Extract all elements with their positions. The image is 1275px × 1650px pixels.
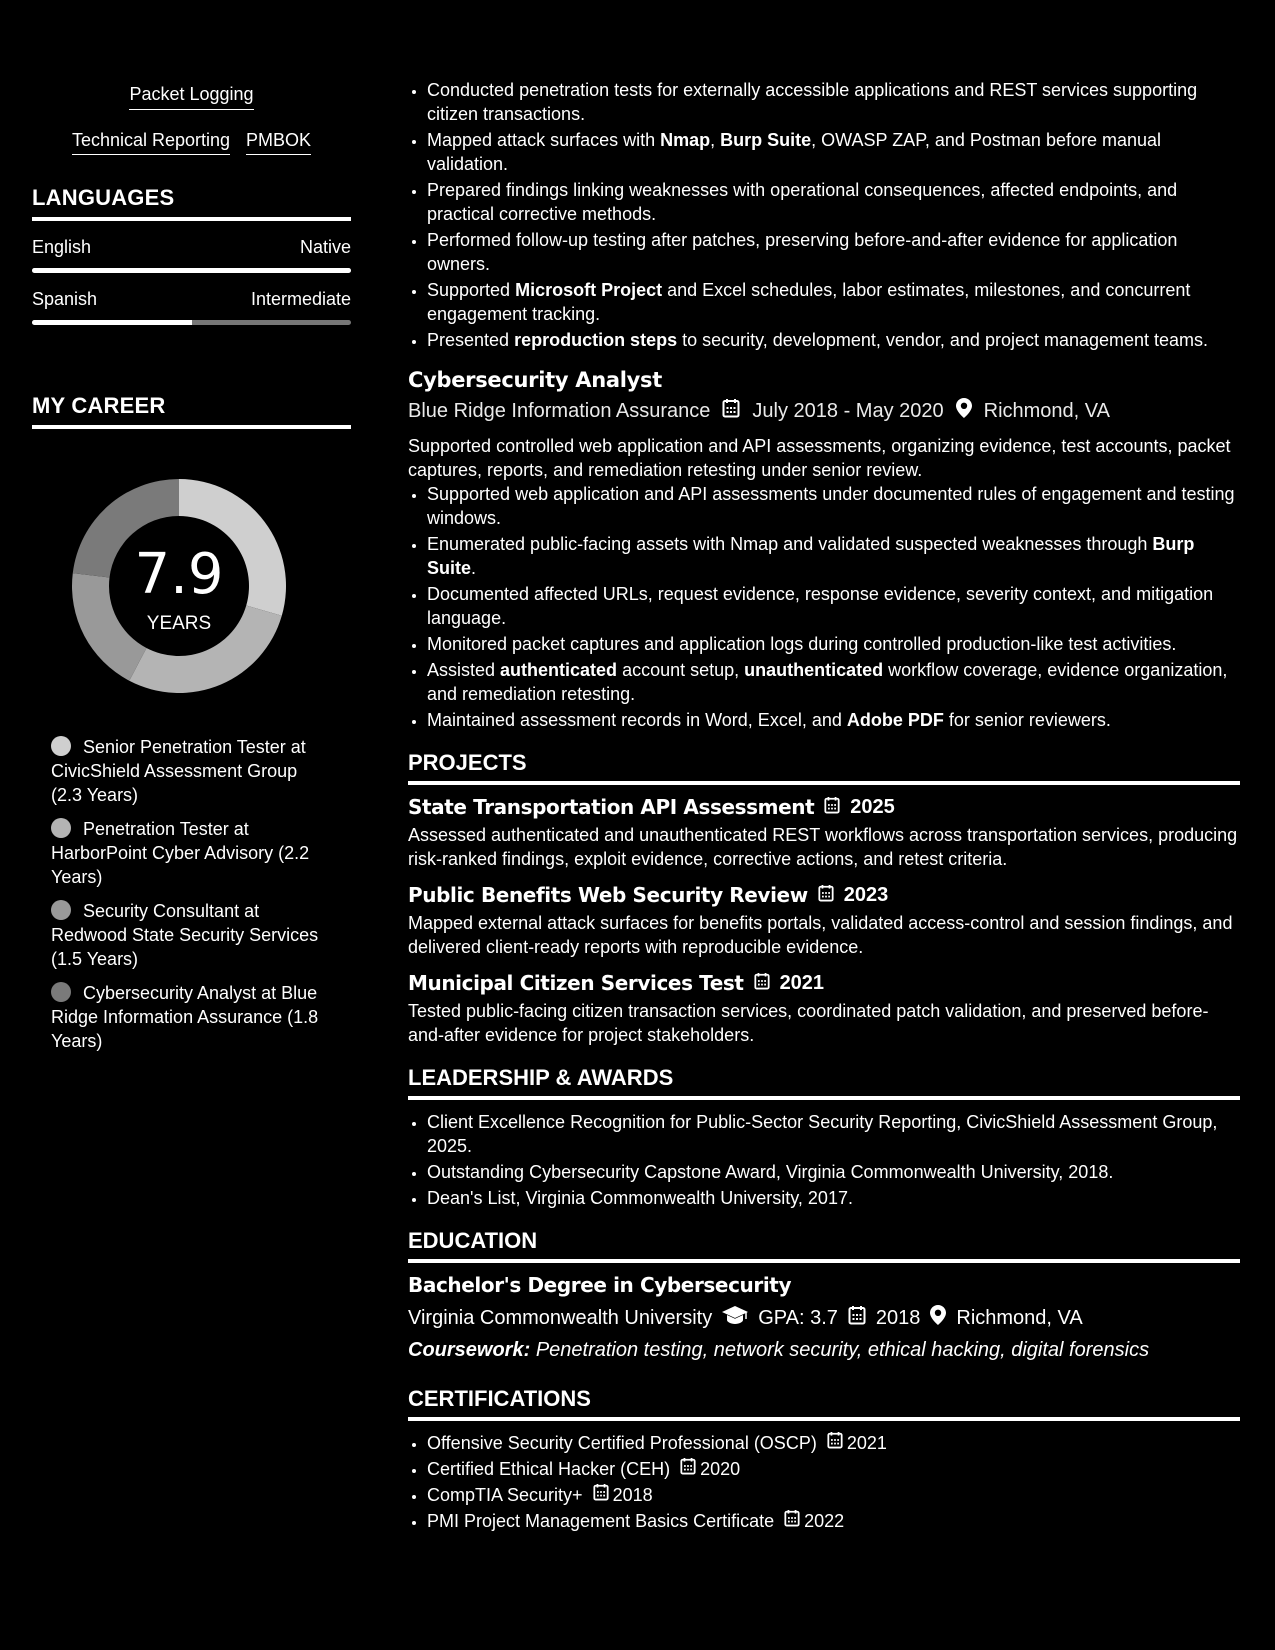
location-pin-icon xyxy=(930,1305,946,1331)
certification-name: Offensive Security Certified Professional (OSCP) xyxy=(427,1433,817,1453)
project-title: State Transportation API Assessment xyxy=(408,795,815,819)
project-item xyxy=(408,971,1240,1047)
skill-tag: Technical Reporting xyxy=(72,130,230,156)
project-description: Assessed authenticated and unauthenticated REST workflows across transportation services, producing risk-ranked findings, exploit evidence, corrective actions, and retest criteria. xyxy=(408,825,1238,869)
language-bar xyxy=(32,268,351,273)
career-legend-item xyxy=(51,981,333,1053)
job-bullet: • Monitored packet captures and application logs during controlled production-like test activities. xyxy=(427,632,1240,656)
certification-item xyxy=(427,1483,1240,1507)
language-row xyxy=(32,289,351,310)
certification-year-text: 2022 xyxy=(804,1511,845,1531)
job-dates: July 2018 - May 2020 xyxy=(752,399,944,422)
career-legend-item xyxy=(51,899,333,971)
project-year: 2023 xyxy=(843,883,889,906)
language-name: Spanish xyxy=(32,289,98,310)
certification-name: CompTIA Security+ xyxy=(427,1485,583,1505)
job-bullets xyxy=(408,482,1240,732)
certification-name: Certified Ethical Hacker (CEH) xyxy=(427,1459,671,1479)
certification-year-text: 2018 xyxy=(612,1485,653,1505)
project-title-row xyxy=(408,971,1240,995)
certification-year-text: 2021 xyxy=(846,1433,887,1453)
award-item: • Outstanding Cybersecurity Capstone Award, Virginia Commonwealth University, 2018. xyxy=(427,1160,1240,1184)
career-total-unit: YEARS xyxy=(146,613,212,635)
location-pin-icon xyxy=(956,398,972,424)
experience-bullet: • Presented reproduction steps to security, development, vendor, and project management teams. xyxy=(427,328,1240,352)
education-location: Richmond, VA xyxy=(956,1306,1083,1329)
project-year: 2021 xyxy=(779,971,825,994)
language-bar-fill xyxy=(32,320,192,325)
leadership-heading: LEADERSHIP & AWARDS xyxy=(408,1065,1240,1100)
job-bullet: • Supported web application and API assessments under documented rules of engagement and testing windows. xyxy=(427,482,1240,530)
sidebar xyxy=(32,84,351,1063)
experience-bullet: • Mapped attack surfaces with Nmap, Burp Suite, OWASP ZAP, and Postman before manual validation. xyxy=(427,128,1240,176)
project-item xyxy=(408,883,1240,959)
career-dot-icon xyxy=(51,736,71,756)
career-role-label: Security Consultant at Redwood State Security Services (1.5 Years) xyxy=(51,901,319,970)
project-title: Municipal Citizen Services Test xyxy=(408,971,744,995)
career-dot-icon xyxy=(51,982,71,1002)
certifications-heading: CERTIFICATIONS xyxy=(408,1386,1240,1421)
certification-year xyxy=(784,1509,844,1533)
career-role-label: Senior Penetration Tester at CivicShield Assessment Group (2.3 Years) xyxy=(51,737,306,806)
skill-tag: Packet Logging xyxy=(129,84,253,110)
award-item: • Client Excellence Recognition for Public-Sector Security Reporting, CivicShield Assessment Group, 2025. xyxy=(427,1110,1240,1158)
language-item xyxy=(32,289,351,325)
education-degree: Bachelor's Degree in Cybersecurity xyxy=(408,1273,792,1297)
project-description: Mapped external attack surfaces for benefits portals, validated access-control and session findings, and delivered client-ready reports with reproducible evidence. xyxy=(408,913,1233,957)
certification-year xyxy=(593,1483,653,1507)
career-role-label: Cybersecurity Analyst at Blue Ridge Information Assurance (1.8 Years) xyxy=(51,983,319,1052)
career-donut-chart xyxy=(66,473,292,699)
job-location: Richmond, VA xyxy=(983,399,1110,422)
career-heading: MY CAREER xyxy=(32,393,351,429)
coursework-label: Coursework: xyxy=(408,1339,531,1361)
job-bullet: • Enumerated public-facing assets with Nmap and validated suspected weaknesses through Burp Suite. xyxy=(427,532,1240,580)
calendar-icon xyxy=(848,1305,866,1331)
education-meta xyxy=(408,1305,1240,1331)
career-legend xyxy=(51,735,351,1053)
award-item: • Dean's List, Virginia Commonwealth University, 2017. xyxy=(427,1186,1240,1210)
project-year: 2025 xyxy=(850,795,895,818)
language-level: Native xyxy=(299,237,351,258)
skill-tag: PMBOK xyxy=(246,130,311,156)
skills-section xyxy=(32,84,351,155)
leadership-list xyxy=(408,1110,1240,1210)
project-item xyxy=(408,795,1240,871)
languages-heading: LANGUAGES xyxy=(32,185,351,221)
education-heading: EDUCATION xyxy=(408,1228,1240,1263)
career-legend-item xyxy=(51,735,333,807)
calendar-icon xyxy=(754,971,770,995)
experience-bullet: • Performed follow-up testing after patches, preserving before-and-after evidence for application owners. xyxy=(427,228,1240,276)
job-bullet: • Documented affected URLs, request evidence, response evidence, severity context, and mitigation language. xyxy=(427,582,1240,630)
projects-list xyxy=(408,795,1240,1047)
calendar-icon xyxy=(680,1457,696,1481)
projects-heading: PROJECTS xyxy=(408,750,1240,785)
graduation-cap-icon xyxy=(722,1305,748,1331)
language-level: Intermediate xyxy=(250,289,351,310)
education-year: 2018 xyxy=(875,1306,921,1329)
project-description: Tested public-facing citizen transaction services, coordinated patch validation, and preserved before-and-after evidence for project stakeholders. xyxy=(408,1001,1209,1045)
language-bar xyxy=(32,320,351,325)
career-total-years: 7.9 xyxy=(134,542,224,608)
certification-year xyxy=(680,1457,740,1481)
calendar-icon xyxy=(784,1509,800,1533)
certifications-list xyxy=(408,1431,1240,1533)
language-row xyxy=(32,237,351,258)
experience-bullet: • Supported Microsoft Project and Excel schedules, labor estimates, milestones, and concurrent engagement tracking. xyxy=(427,278,1240,326)
calendar-icon xyxy=(827,1431,843,1455)
certification-item xyxy=(427,1431,1240,1455)
job-bullet: • Assisted authenticated account setup, unauthenticated workflow coverage, evidence organization, and remediation retesting. xyxy=(427,658,1240,706)
certification-item xyxy=(427,1457,1240,1481)
certification-year-text: 2020 xyxy=(700,1459,741,1479)
main-content xyxy=(408,78,1240,1535)
job-company: Blue Ridge Information Assurance xyxy=(408,399,711,422)
language-item xyxy=(32,237,351,273)
career-dot-icon xyxy=(51,818,71,838)
certification-item xyxy=(427,1509,1240,1533)
language-name: English xyxy=(32,237,92,258)
experience-bullets xyxy=(408,78,1240,352)
career-role-label: Penetration Tester at HarborPoint Cyber Advisory (2.2 Years) xyxy=(51,819,310,888)
calendar-icon xyxy=(824,795,840,819)
language-bar-fill xyxy=(32,268,351,273)
education-gpa: GPA: 3.7 xyxy=(758,1306,838,1329)
experience-bullet: • Conducted penetration tests for externally accessible applications and REST services supporting citizen transactions. xyxy=(427,78,1240,126)
project-title: Public Benefits Web Security Review xyxy=(408,883,808,907)
education-coursework xyxy=(408,1339,1240,1362)
coursework-text: Penetration testing, network security, ethical hacking, digital forensics xyxy=(535,1339,1150,1361)
skill-row-2 xyxy=(32,130,351,156)
job-title: Cybersecurity Analyst xyxy=(408,368,662,392)
calendar-icon xyxy=(722,398,740,424)
job-meta xyxy=(408,398,1240,424)
languages-list xyxy=(32,237,351,325)
education-school: Virginia Commonwealth University xyxy=(408,1306,713,1329)
certification-name: PMI Project Management Basics Certificate xyxy=(427,1511,775,1531)
skill-row-1 xyxy=(32,84,351,110)
job-bullet: • Maintained assessment records in Word, Excel, and Adobe PDF for senior reviewers. xyxy=(427,708,1240,732)
career-dot-icon xyxy=(51,900,71,920)
career-legend-item xyxy=(51,817,333,889)
job-summary: Supported controlled web application and API assessments, organizing evidence, test accounts, packet captures, reports, and remediation retesting under senior review. xyxy=(408,436,1231,480)
donut-center xyxy=(66,473,292,699)
certification-year xyxy=(827,1431,887,1455)
calendar-icon xyxy=(818,883,834,907)
calendar-icon xyxy=(593,1483,609,1507)
experience-bullet: • Prepared findings linking weaknesses with operational consequences, affected endpoints, and practical corrective methods. xyxy=(427,178,1240,226)
project-title-row xyxy=(408,883,1240,907)
project-title-row xyxy=(408,795,1240,819)
